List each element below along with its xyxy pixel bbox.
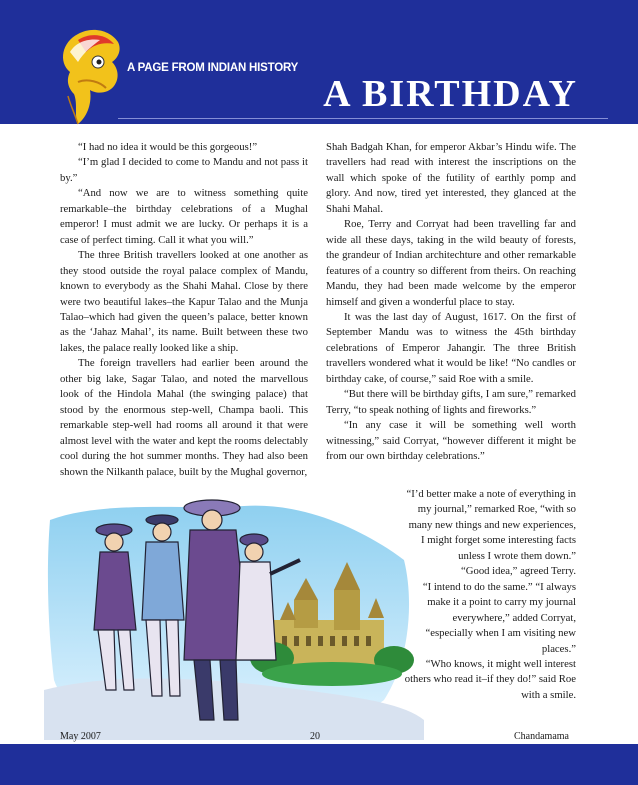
paragraph: “And now we are to witness something quite remarkable–the birthday celebrations of a Mughal emperor! I must admit we are lucky. Or perhaps it is a case of perfect timing. Call it what you will.” [60, 187, 308, 246]
paragraph: “Good idea,” agreed Terry. [461, 565, 576, 578]
paragraph: “I’m glad I decided to come to Mandu and not pass it by.” [60, 156, 308, 184]
footer-band [0, 744, 638, 785]
paragraph: The foreign travellers had earlier been around the other big lake, Sagar Talao, and noted the marvellous look of the Hindola Mahal (the swinging palace) that stood by the enormous step-well, Champa baoli. This remarkable step-well had rooms all around it that were almost level with the water and kept the rooms delectably cool during the hot summer months. They had also been shown the Nilkanth palace, built by the Mughal governor, [60, 357, 308, 478]
left-column [60, 140, 308, 480]
paragraph: “Who knows, it might well interest others who read it–if they do!” said Roe with a smile. [404, 657, 576, 701]
paragraph: Shah Badgah Khan, for emperor Akbar’s Hindu wife. The travellers had read with interest the inscriptions on the wall which spoke of the futility of earthly pomp and glory. And now, tired yet interested, they glanced at the Shahi Mahal. [326, 141, 576, 215]
banner-rule [118, 118, 608, 119]
paragraph: “I intend to do the same.” “I always make it a point to carry my journal everywhere,” added Corryat, “especially when I am visiting new places.” [422, 580, 576, 655]
page-number: 20 [310, 731, 320, 742]
paragraph: It was the last day of August, 1617. On the first of September Mandu was to witness the 45th birthday celebrations of Emperor Jahangir. The three British travellers wondered what it would be like! “No candles or birthday cake, of course,” said Roe with a smile. [326, 310, 576, 385]
paragraph: “I’d better make a note of everything in my journal,” remarked Roe, “with so many new things and new experiences, I might forget some interesting facts unless I wrote them down.” [406, 488, 576, 562]
wrap-column [404, 487, 576, 703]
paragraph: “But there will be birthday gifts, I am sure,” remarked Terry, “to speak nothing of lights and fireworks.” [326, 388, 576, 416]
paragraph: The three British travellers looked at one another as they stood outside the royal palace complex of Mandu, known to everybody as the Shahi Mahal. Close by there were two beautiful lakes–the Kapur Talao and the Munja Talao–which had given the queen’s palace, better known as the ‘Jahaz Mahal’, its name. Built between these two lakes, the palace really looked like a ship. [60, 249, 308, 354]
article-title: A BIRTHDAY [323, 73, 578, 115]
paragraph: “In any case it will be something well worth witnessing,” said Corryat, “however different it might be from our own birthday celebrations.” [326, 419, 576, 463]
right-column [326, 140, 576, 465]
magazine-name: Chandamama [514, 731, 569, 742]
paragraph: Roe, Terry and Corryat had been travelling far and wide all these days, taking in the wild beauty of forests, the grandeur of Indian architechture and other remarkable features of a country so different from theirs. On reaching Mandu, they had been made welcome by the emperor himself and given a wonderful place to stay. [326, 218, 576, 308]
travellers-illustration [44, 490, 424, 740]
footer-date: May 2007 [60, 731, 101, 742]
paragraph: “I had no idea it would be this gorgeous!” [78, 141, 258, 153]
section-kicker: A PAGE FROM INDIAN HISTORY [127, 62, 299, 74]
